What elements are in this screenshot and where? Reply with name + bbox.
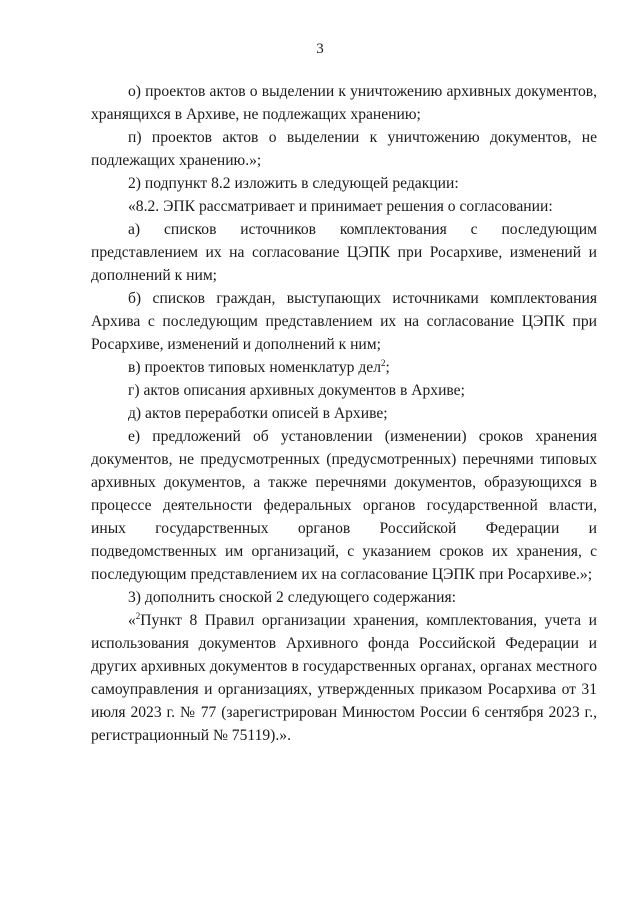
document-body bbox=[91, 80, 597, 747]
paragraph-a: а) списков источников комплектования с последующим представлением их на согласование ЦЭПК при Росархиве, изменений и дополнений к ним; bbox=[91, 221, 597, 284]
footnote-marker: 2 bbox=[135, 610, 141, 621]
page-number: 3 bbox=[316, 41, 324, 57]
footnote-body: Пункт 8 Правил организации хранения, комплектования, учета и использования документов Архивного фонда Российской Федерации и других архивных документов в государственных органах, органах местного самоуправления и организациях, утвержденных приказом Росархива от 31 июля 2023 г. № 77 (зарегистрирован Минюстом России 6 сентября 2023 г., регистрационный № 75119).». bbox=[91, 612, 597, 744]
footnote-open-quote: « bbox=[128, 612, 136, 629]
paragraph-v bbox=[91, 356, 597, 379]
footnote-text bbox=[91, 609, 597, 747]
paragraph-b: б) списков граждан, выступающих источниками комплектования Архива с последующим представлением их на согласование ЦЭПК при Росархиве, изменений и дополнений к ним; bbox=[91, 290, 597, 353]
paragraph-8-2: «8.2. ЭПК рассматривает и принимает решения о согласовании: bbox=[128, 198, 553, 215]
paragraph-v-end: ; bbox=[385, 359, 390, 376]
paragraph-g: г) актов описания архивных документов в Архиве; bbox=[128, 382, 465, 399]
paragraph-d: д) актов переработки описей в Архиве; bbox=[128, 405, 388, 422]
paragraph-item-2: 2) подпункт 8.2 изложить в следующей редакции: bbox=[128, 175, 459, 192]
paragraph-e: е) предложений об установлении (изменении) сроков хранения документов, не предусмотренных (предусмотренных) перечнями типовых архивных документов, а также перечнями документов, образующихся в процессе деятельности федеральных органов государственной власти, иных государственных органов Российской Федерации и подведомственных им организаций, с указанием сроков их хранения, с последующим представлением их на согласование ЦЭПК при Росархиве.»; bbox=[91, 428, 597, 583]
footnote-marker: 2 bbox=[380, 357, 386, 368]
paragraph-p: п) проектов актов о выделении к уничтожению документов, не подлежащих хранению.»; bbox=[91, 129, 597, 169]
paragraph-item-3: 3) дополнить сноской 2 следующего содержания: bbox=[128, 589, 456, 606]
paragraph-o: о) проектов актов о выделении к уничтожению архивных документов, хранящихся в Архиве, не подлежащих хранению; bbox=[91, 83, 597, 123]
paragraph-v-text: в) проектов типовых номенклатур дел bbox=[128, 359, 381, 376]
